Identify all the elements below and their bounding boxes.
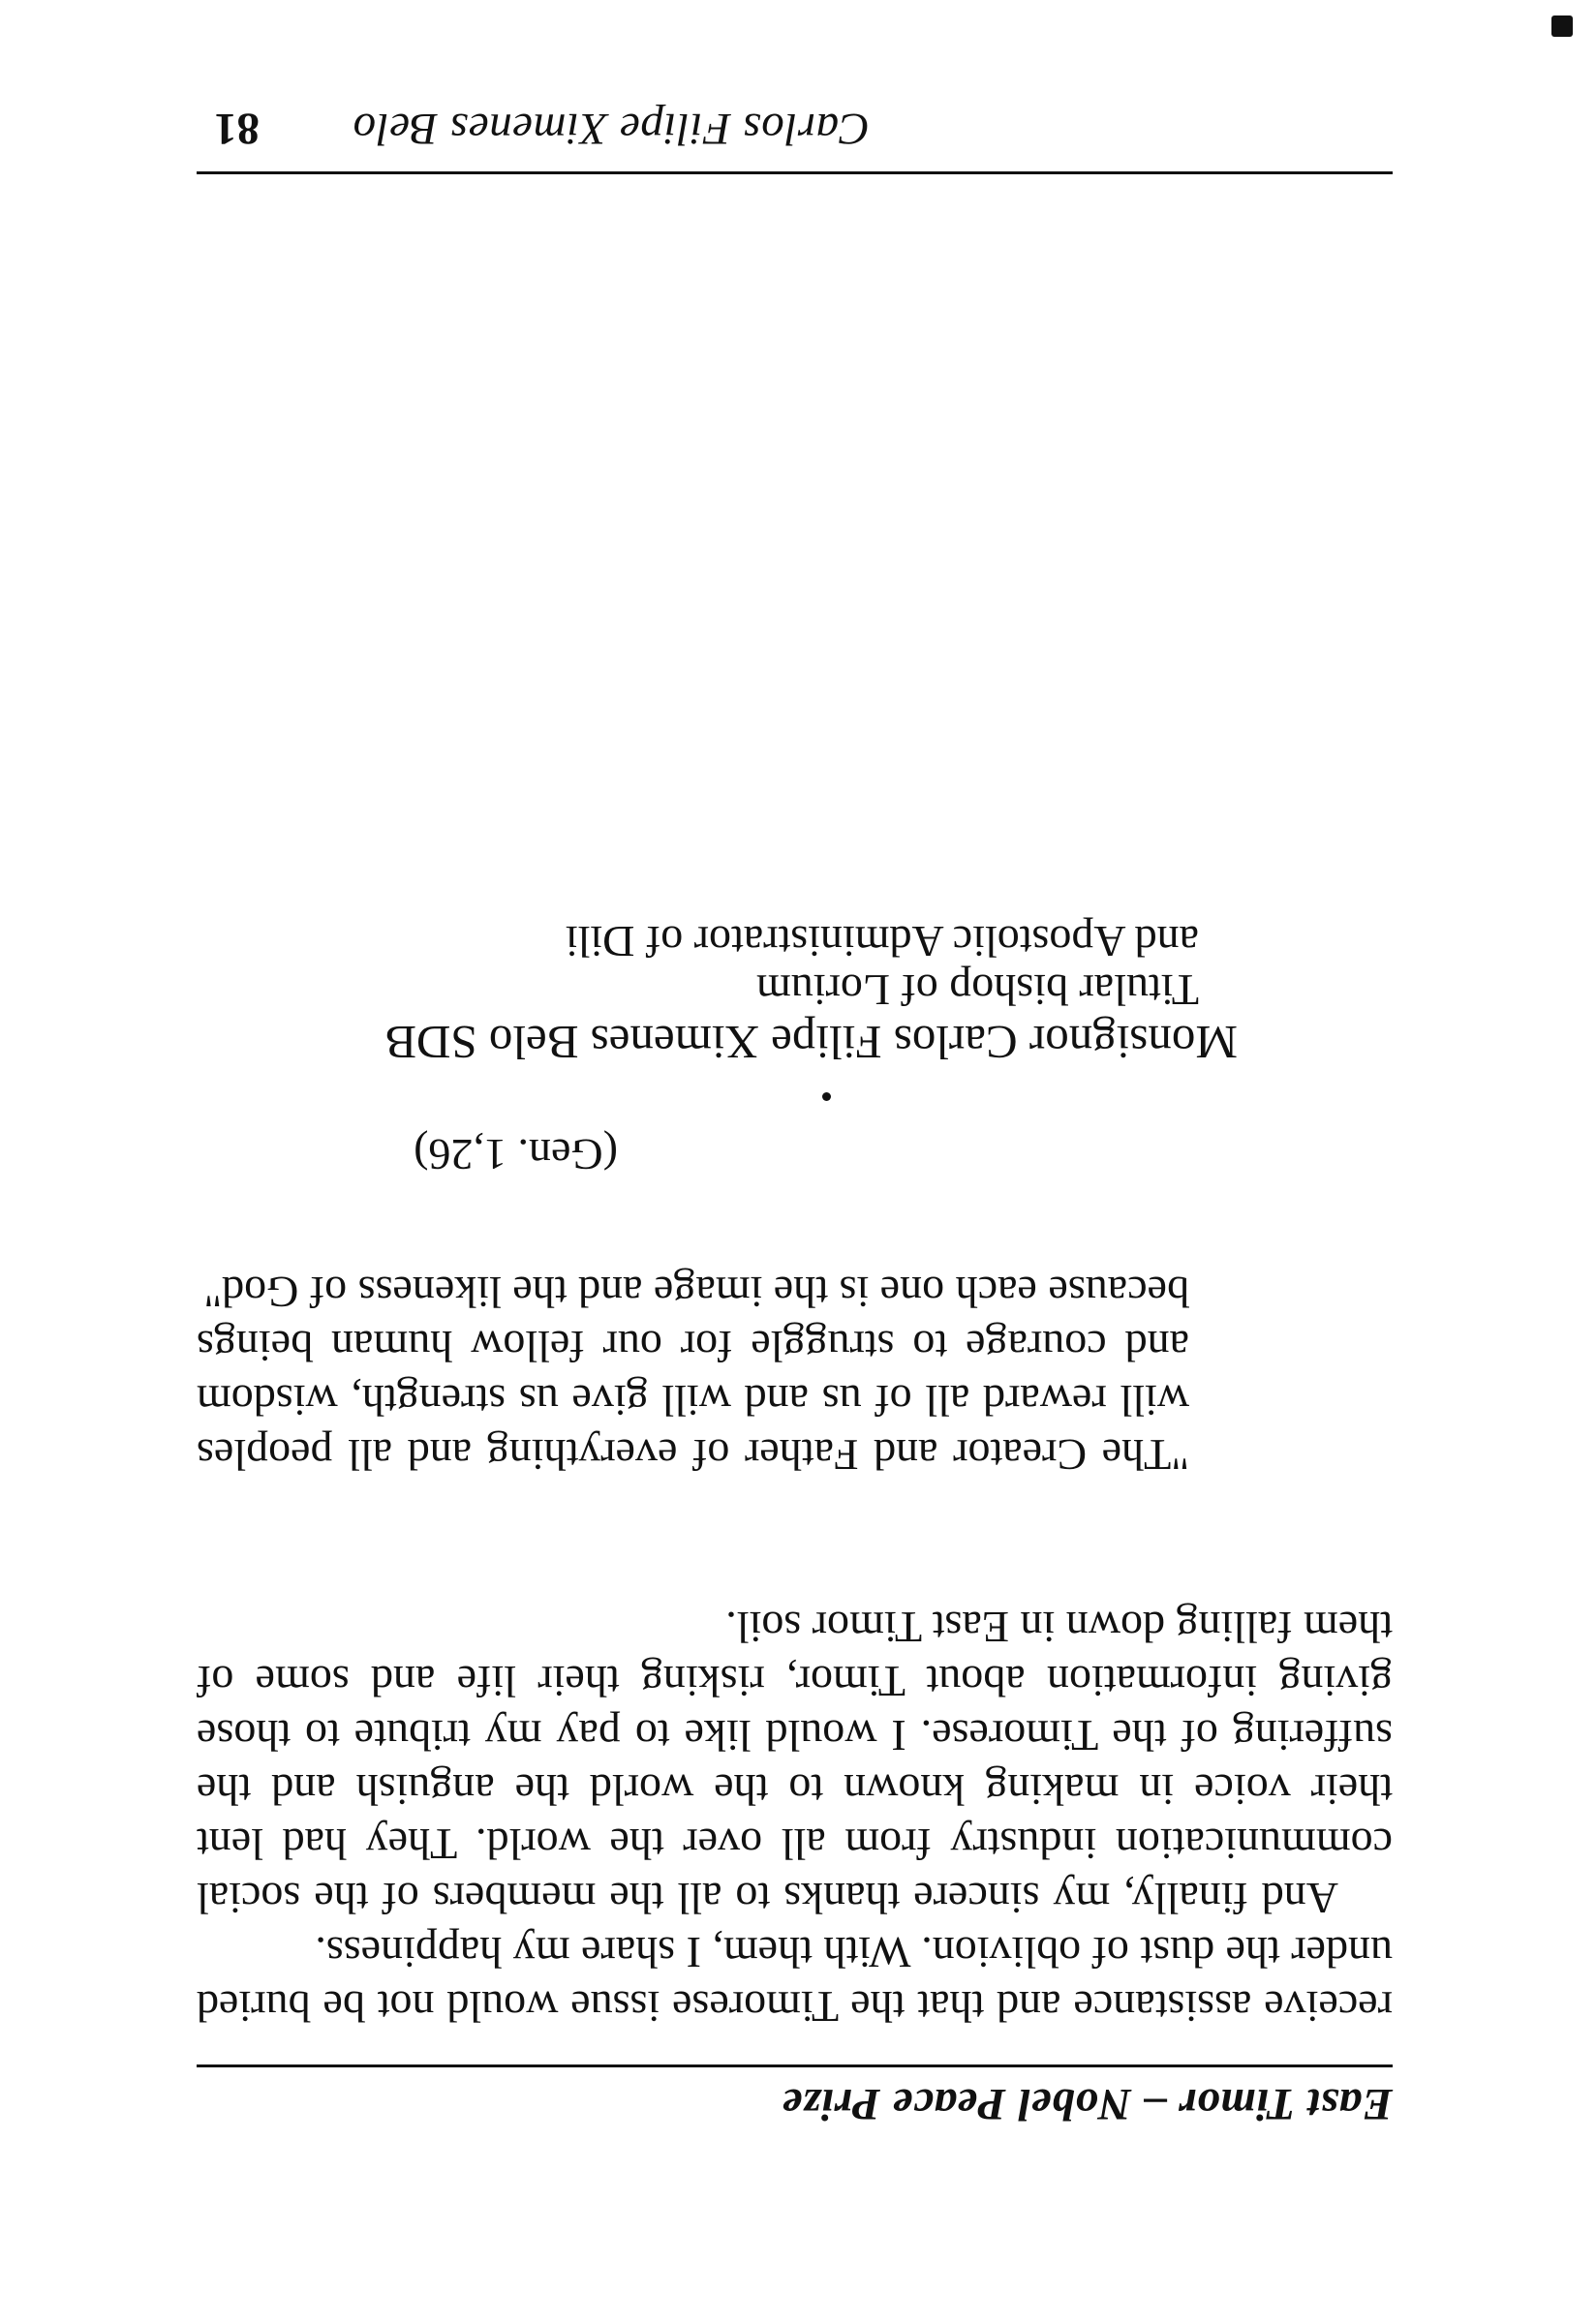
body-text xyxy=(197,1600,1393,2034)
separator-dot xyxy=(822,1092,831,1101)
footer-rule xyxy=(197,171,1393,174)
signature-block xyxy=(384,917,1238,1070)
quote-text: "The Creator and Father of everything and all peoples will reward all of us and will give us strength, wisdom and courage to struggle for our fellow human beings because each one is the image and the likeness of God" xyxy=(197,1268,1189,1480)
running-head: East Timor – Nobel Peace Prize xyxy=(782,2079,1393,2129)
quote-citation: (Gen. 1,26) xyxy=(414,1130,618,1179)
signature-title-line: Titular bishop of Lorium xyxy=(755,965,1199,1015)
paragraph-2: And finally, my sincere thanks to all the members of the social communication industry from all over the world. They had lent their voice in making known to the world the anguish and the suffering of the Timorese. I would like to pay my tribute to those giving information about Timor, risking their life and some of them falling down in East Timor soil. xyxy=(197,1603,1393,1923)
corner-mark xyxy=(1551,15,1573,37)
page-number: 81 xyxy=(214,104,260,154)
signature-office-line: and Apostolic Administrator of Dili xyxy=(565,917,1199,966)
closing-quote xyxy=(197,1265,1189,1482)
footer-title: Carlos Filipe Ximenes Belo xyxy=(353,104,870,154)
header-rule xyxy=(197,2064,1393,2067)
paragraph-1: receive assistance and that the Timorese issue would not be buried under the dust of oblivion. With them, I share my happiness. xyxy=(197,1928,1393,2032)
signature-name: Monsignor Carlos Filipe Ximenes Belo SDB xyxy=(384,1016,1238,1069)
